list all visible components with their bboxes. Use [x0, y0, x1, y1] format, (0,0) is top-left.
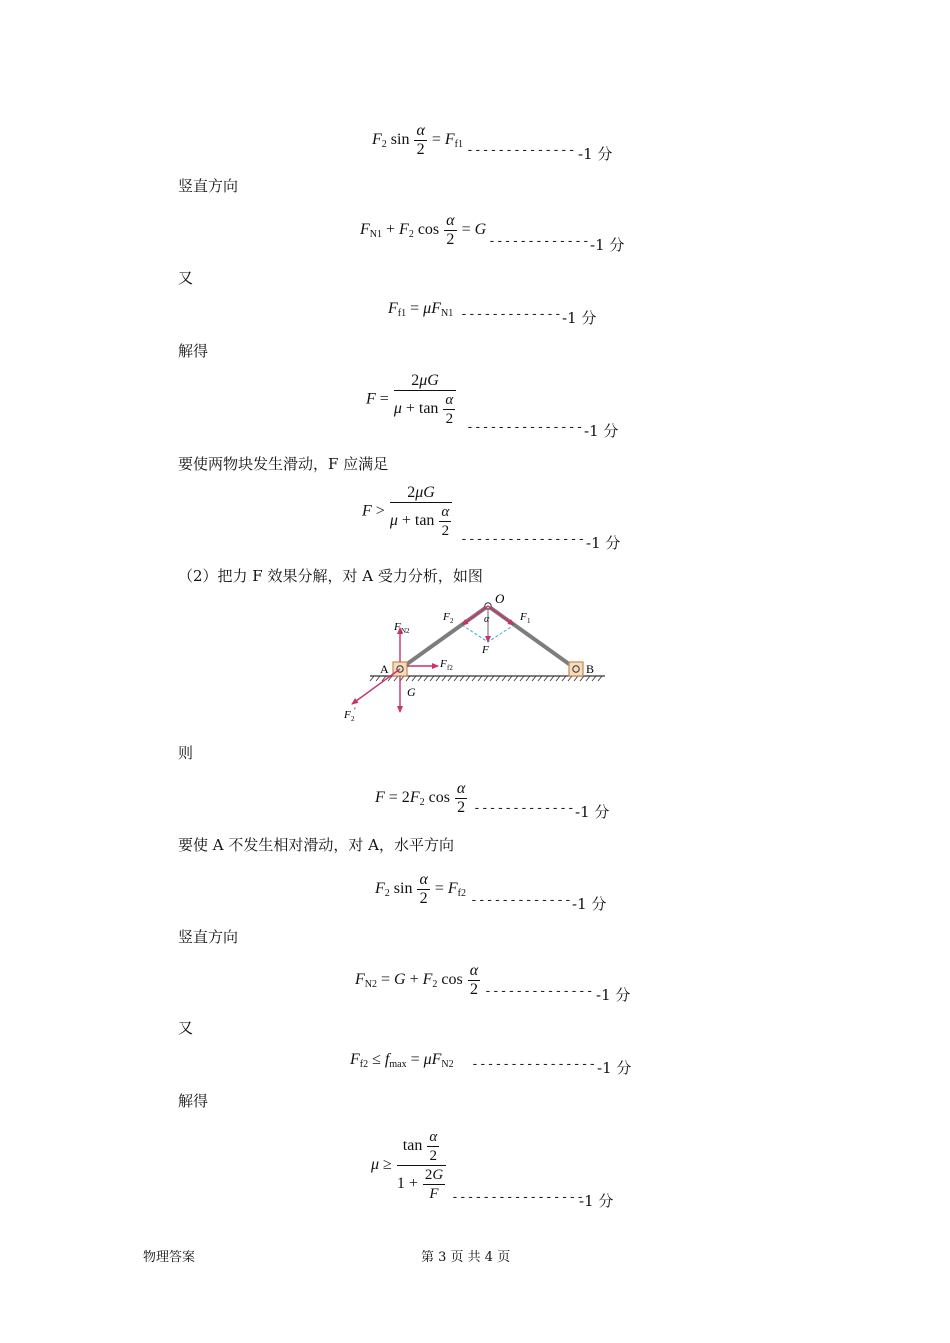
part2-text: （2）把力 F 效果分解，对 A 受力分析，如图	[178, 567, 483, 585]
svg-text:F: F	[344, 709, 351, 721]
svg-text:′: ′	[354, 706, 356, 716]
footer-page-number: 第 3 页 共 4 页	[421, 1250, 511, 1265]
equation-7: $F_2$ sin $\frac{\alpha}{2}$ = $F_{f2}$	[375, 871, 467, 907]
score-6: -1 分	[575, 803, 610, 821]
score-10: -1 分	[579, 1192, 614, 1210]
arrow-f1-at-o	[488, 606, 514, 625]
block-b	[569, 662, 583, 676]
svg-text:F: F	[520, 611, 527, 623]
dash-leader: -------------	[460, 307, 562, 322]
footer-left: 物理答案	[143, 1250, 196, 1265]
arrow-f2prime	[352, 669, 400, 704]
score-1: -1 分	[578, 145, 613, 163]
label-a: A	[380, 662, 389, 676]
then-label: 则	[178, 744, 194, 762]
solve-label-1: 解得	[178, 342, 209, 360]
vertical-direction-label-2: 竖直方向	[178, 928, 239, 946]
label-fn2	[393, 621, 410, 635]
dash-leader: --------------	[484, 984, 594, 999]
equation-4: F = 2μG μ + tan $\frac{\alpha}{2}$	[366, 372, 457, 428]
also-label-1: 又	[178, 269, 194, 287]
dash-leader: --------------	[466, 143, 576, 158]
label-alpha: α	[484, 614, 490, 625]
label-f: F	[482, 644, 489, 656]
dash-leader: -------------	[470, 893, 572, 908]
equation-5: F > 2μG μ + tan $\frac{\alpha}{2}$	[362, 484, 453, 540]
equation-6: $F = 2F_2$ cos $\frac{\alpha}{2}$	[375, 780, 466, 816]
svg-text:2: 2	[351, 715, 355, 723]
label-f1	[519, 611, 531, 625]
svg-text:F: F	[443, 611, 450, 623]
score-8: -1 分	[596, 986, 631, 1004]
equation-3: $F_{f1} = \mu F_{N1}$	[388, 300, 454, 319]
score-3: -1 分	[562, 309, 597, 327]
label-o: O	[495, 591, 505, 606]
svg-text:1: 1	[527, 617, 531, 625]
ground-hatch	[370, 676, 602, 681]
label-f2prime	[343, 706, 356, 723]
equation-2: $F_{N1} + F_2$ cos $\frac{\alpha}{2}$ = G	[360, 212, 487, 248]
no-slide-text: 要使 A 不发生相对滑动，对 A，水平方向	[178, 836, 454, 854]
score-2: -1 分	[590, 236, 625, 254]
svg-text:f2: f2	[447, 664, 453, 672]
dash-leader: -------------	[473, 801, 575, 816]
svg-text:N2: N2	[401, 627, 410, 635]
dash-leader: -----------------	[451, 1190, 585, 1205]
condition-text: 要使两物块发生滑动，F 应满足	[178, 455, 389, 473]
dash-leader: ---------------	[466, 420, 584, 435]
svg-text:F: F	[394, 621, 401, 633]
force-diagram	[330, 590, 620, 730]
svg-text:F: F	[440, 658, 447, 670]
equation-10: μ ≥ tan $\frac{\alpha}{2}$ 1 + $\frac{2G}{F}$	[371, 1128, 447, 1203]
equation-1: $F_2$ sin $\frac{\alpha}{2}$ = $F_{f1}$	[372, 122, 464, 158]
equation-8: $F_{N2} = G + F_2$ cos $\frac{\alpha}{2}$	[355, 962, 479, 998]
label-b: B	[586, 662, 595, 676]
equation-9: $F_{f2} \le f_{max} = \mu F_{N2}$	[350, 1051, 454, 1070]
also-label-2: 又	[178, 1019, 194, 1037]
label-ff2	[439, 658, 453, 672]
dash-leader: ----------------	[460, 532, 586, 547]
dash-leader: ----------------	[471, 1057, 597, 1072]
svg-text:2: 2	[450, 617, 454, 625]
label-f2	[442, 611, 454, 625]
label-g: G	[407, 685, 416, 699]
vertical-direction-label: 竖直方向	[178, 177, 239, 195]
dash-leader: -------------	[488, 234, 590, 249]
score-9: -1 分	[597, 1059, 632, 1077]
score-5: -1 分	[586, 534, 621, 552]
score-4: -1 分	[584, 422, 619, 440]
score-7: -1 分	[572, 895, 607, 913]
solve-label-2: 解得	[178, 1092, 209, 1110]
